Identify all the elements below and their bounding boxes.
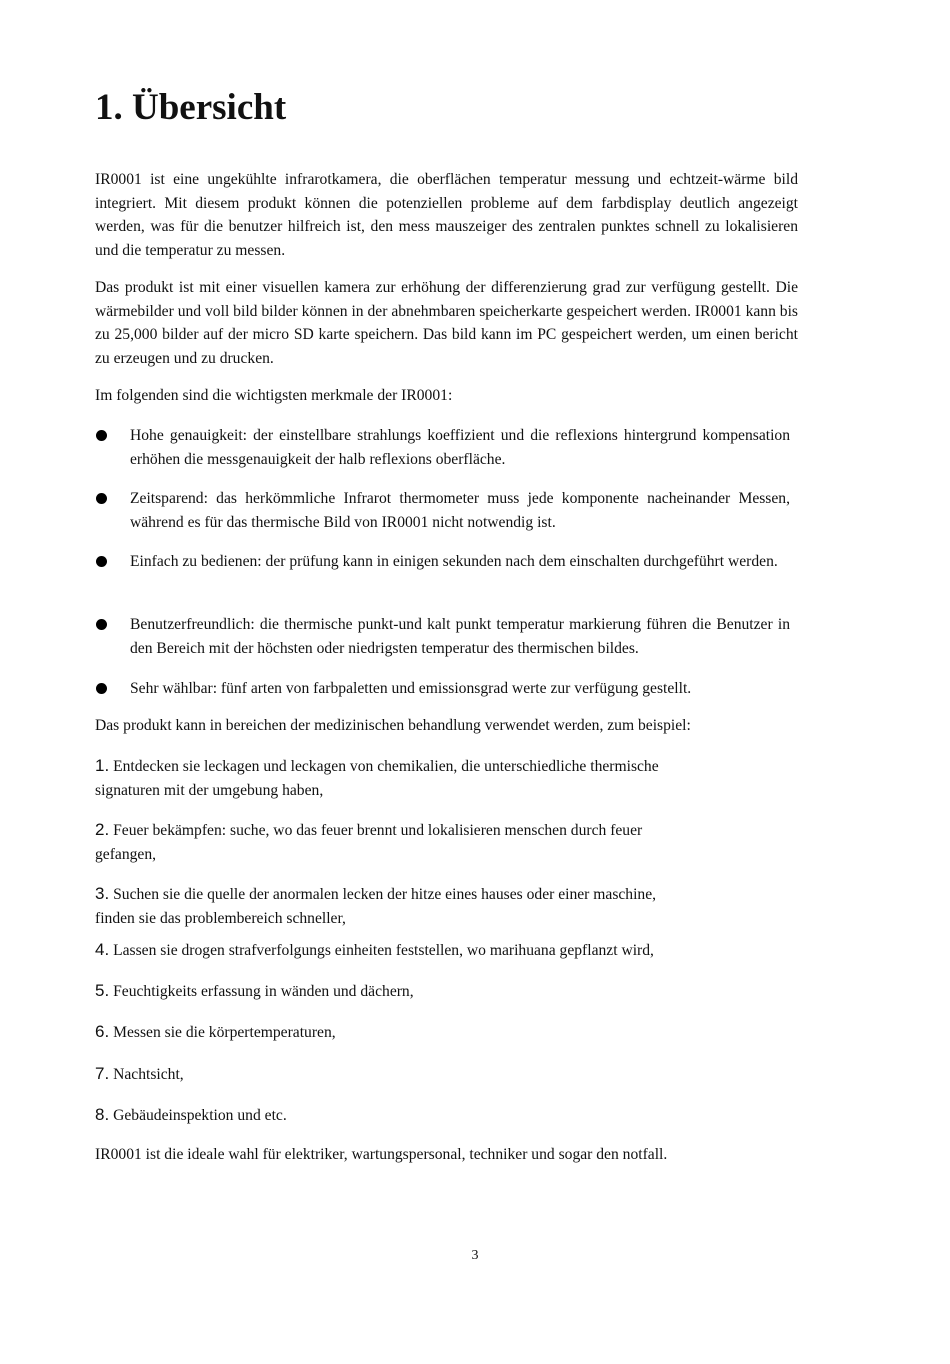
feature-item-accuracy <box>95 424 798 471</box>
item-text: Feuer bekämpfen: suche, wo das feuer brennt und lokalisieren menschen durch feuer <box>113 822 643 839</box>
feature-item-user-friendly <box>95 613 798 660</box>
features-intro: Im folgenden sind die wichtigsten merkmale der IR0001: <box>95 387 453 404</box>
item-number: 3. <box>95 884 110 903</box>
item-text-continued: gefangen, <box>95 845 157 863</box>
application-item-2 <box>95 818 735 866</box>
feature-text: Zeitsparend: das herkömmliche Infrarot thermometer muss jede komponente nacheinander Messen, während es für das thermische Bild von IR0001 nicht notwendig ist. <box>130 490 790 531</box>
item-number: 5. <box>95 981 110 1000</box>
application-item-1 <box>95 754 735 802</box>
closing-paragraph: IR0001 ist die ideale wahl für elektriker, wartungspersonal, techniker und sogar den notfall. <box>95 1146 668 1163</box>
item-text: Entdecken sie leckagen und leckagen von chemikalien, die unterschiedliche thermische <box>113 758 659 775</box>
feature-text: Sehr wählbar: fünf arten von farbpaletten und emissionsgrad werte zur verfügung gestellt. <box>130 680 692 697</box>
bullet-icon <box>96 619 107 630</box>
item-number: 6. <box>95 1022 110 1041</box>
item-text: Lassen sie drogen strafverfolgungs einheiten feststellen, wo marihuana gepflanzt wird, <box>113 942 654 959</box>
item-text: Gebäudeinspektion und etc. <box>113 1107 287 1124</box>
application-item-6 <box>95 1020 735 1045</box>
feature-item-easy-use <box>95 550 798 574</box>
bullet-icon <box>96 430 107 441</box>
application-item-7 <box>95 1062 735 1087</box>
applications-intro: Das produkt kann in bereichen der medizinischen behandlung verwendet werden, zum beispiel: <box>95 717 691 734</box>
page-number: 3 <box>471 1248 479 1263</box>
application-item-8 <box>95 1103 735 1128</box>
feature-item-time-saving <box>95 487 798 534</box>
feature-text: Hohe genauigkeit: der einstellbare strahlungs koeffizient und die reflexions hintergrund kompensation erhöhen die messgenauigkeit der halb reflexions oberfläche. <box>130 427 790 468</box>
bullet-icon <box>96 556 107 567</box>
bullet-icon <box>96 493 107 504</box>
item-text: Messen sie die körpertemperaturen, <box>113 1024 336 1041</box>
application-item-5 <box>95 979 735 1004</box>
item-number: 2. <box>95 820 110 839</box>
item-text-continued: signaturen mit der umgebung haben, <box>95 781 324 799</box>
bullet-icon <box>96 683 107 694</box>
item-text-continued: finden sie das problembereich schneller, <box>95 909 346 927</box>
item-number: 8. <box>95 1105 110 1124</box>
application-item-4 <box>95 938 735 963</box>
item-number: 7. <box>95 1064 110 1083</box>
intro-paragraph-2: Das produkt ist mit einer visuellen kamera zur erhöhung der differenzierung grad zur verfügung gestellt. Die wärmebilder und voll bild bilder können in der abnehmbaren speicherkarte gespeichert werden. IR0001 kann bis zu 25,000 bilder auf der micro SD karte speichern. Das bild kann im PC gespeichert werden, um einen bericht zu erzeugen und zu drucken. <box>95 279 798 367</box>
item-number: 1. <box>95 756 110 775</box>
item-number: 4. <box>95 940 110 959</box>
feature-item-selectable <box>95 677 798 701</box>
item-text: Nachtsicht, <box>113 1066 184 1083</box>
item-text: Feuchtigkeits erfassung in wänden und dächern, <box>113 983 414 1000</box>
feature-text: Benutzerfreundlich: die thermische punkt-und kalt punkt temperatur markierung führen die Benutzer in den Bereich mit der höchsten oder niedrigsten temperatur des thermischen bildes. <box>130 616 790 657</box>
item-text: Suchen sie die quelle der anormalen lecken der hitze eines hauses oder einer maschine, <box>113 886 657 903</box>
intro-paragraph-1: IR0001 ist eine ungekühlte infrarotkamera, die oberflächen temperatur messung und echtzeit-wärme bild integriert. Mit diesem produkt können die potenziellen probleme auf dem farbdisplay deutlich angezeigt werden, was für die benutzer hilfreich ist, den mess mauszeiger des zentralen punktes schnell zu lokalisieren und die temperatur zu messen. <box>95 171 798 259</box>
feature-text: Einfach zu bedienen: der prüfung kann in einigen sekunden nach dem einschalten durchgeführt werden. <box>130 553 778 570</box>
section-title: 1. Übersicht <box>95 87 287 128</box>
application-item-3 <box>95 882 735 930</box>
